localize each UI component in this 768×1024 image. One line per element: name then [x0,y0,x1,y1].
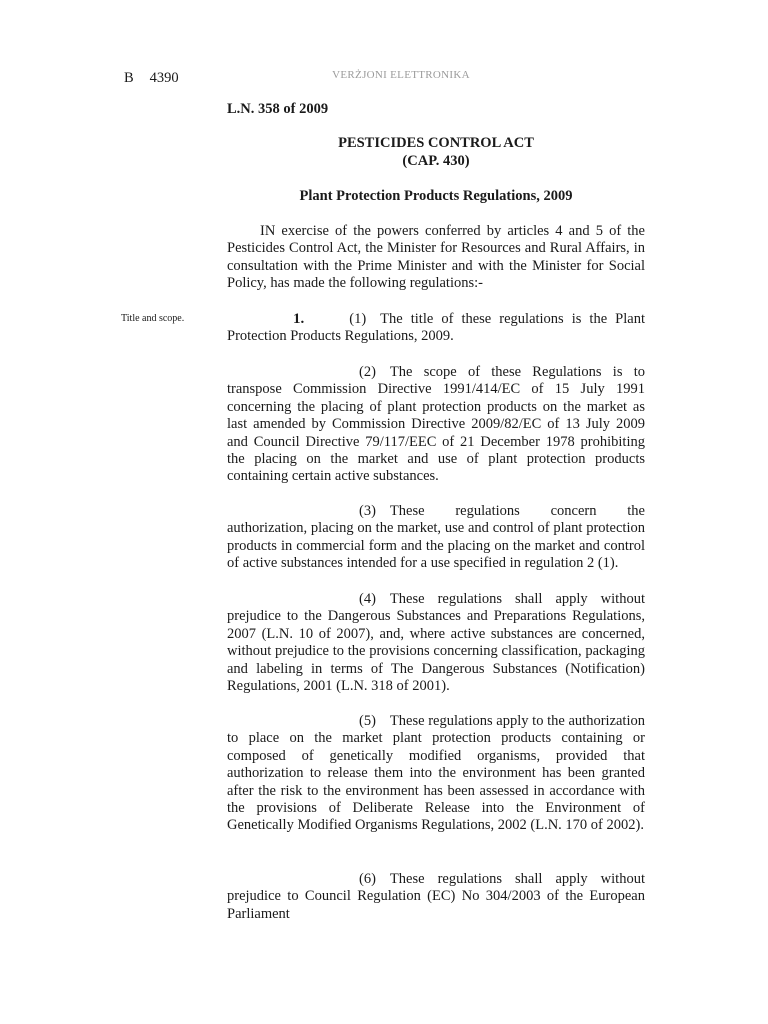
paragraph-text: These regulations shall apply without prejudice to Council Regulation (EC) No 304/2003 of the European Parliament [227,871,645,922]
paragraph-text: These regulations shall apply without prejudice to the Dangerous Substances and Preparations Regulations, 2007 (L.N. 10 of 2007), and, where active substances are concerned, without prejudice to the provisions concerning classification, packaging and labeling in terms of The Dangerous Substances (Notification) Regulations, 2001 (L.N. 318 of 2001). [227,591,645,695]
regulation-paragraph-5 [227,713,645,835]
paragraph-text: These regulations concern the authorization, placing on the market, use and control of plant protection products in commercial form and the placing on the market and control of active substances intended for a use specified in regulation 2 (1). [227,503,645,572]
paragraph-label: (4) [359,591,376,607]
paragraph-text: The title of these regulations is the Plant Protection Products Regulations, 2009. [227,311,645,345]
paragraph-text: The scope of these Regulations is to transpose Commission Directive 1991/414/EC of 15 July 1991 concerning the placing of plant protection products on the market as last amended by Commission Directive 2009/82/EC of 13 July 2009 and Council Directive 79/117/EEC of 21 December 1978 prohibiting the placing on the market and use of plant protection products containing certain active substances. [227,364,645,485]
page-number-value: 4390 [149,70,179,86]
paragraph-label: (3) [359,503,376,519]
enacting-clause: IN exercise of the powers conferred by articles 4 and 5 of the Pesticides Control Act, the Minister for Resources and Rural Affairs, in consultation with the Prime Minister and with the Minister for Social Policy, has made the following regulations:- [227,223,645,292]
legal-notice-number: L.N. 358 of 2009 [227,101,329,117]
edition-label: VERŻJONI ELETTRONIKA [332,69,470,81]
regulation-paragraph-6 [227,871,645,923]
act-title: PESTICIDES CONTROL ACT [338,135,534,151]
act-chapter: (CAP. 430) [402,153,470,169]
paragraph-label: (1) [349,311,367,327]
regulation-number: 1. [293,311,305,327]
regulations-title: Plant Protection Products Regulations, 2009 [299,188,573,204]
regulation-paragraph-2 [227,364,645,486]
page-prefix: B [124,70,134,86]
paragraph-label: (6) [359,871,376,887]
marginal-note: Title and scope. [121,313,185,324]
regulation-paragraph-1 [227,311,645,346]
regulation-paragraph-3 [227,503,645,573]
paragraph-label: (2) [359,364,376,380]
regulation-paragraph-4 [227,591,645,695]
paragraph-label: (5) [359,713,376,729]
paragraph-text: These regulations apply to the authorization to place on the market plant protection products containing or composed of genetically modified organisms, provided that authorization to release them into the environment has been granted after the risk to the environment has been assessed in accordance with the provisions of Deliberate Release into the Environment of Genetically Modified Organisms Regulations, 2002 (L.N. 170 of 2002). [227,713,645,834]
